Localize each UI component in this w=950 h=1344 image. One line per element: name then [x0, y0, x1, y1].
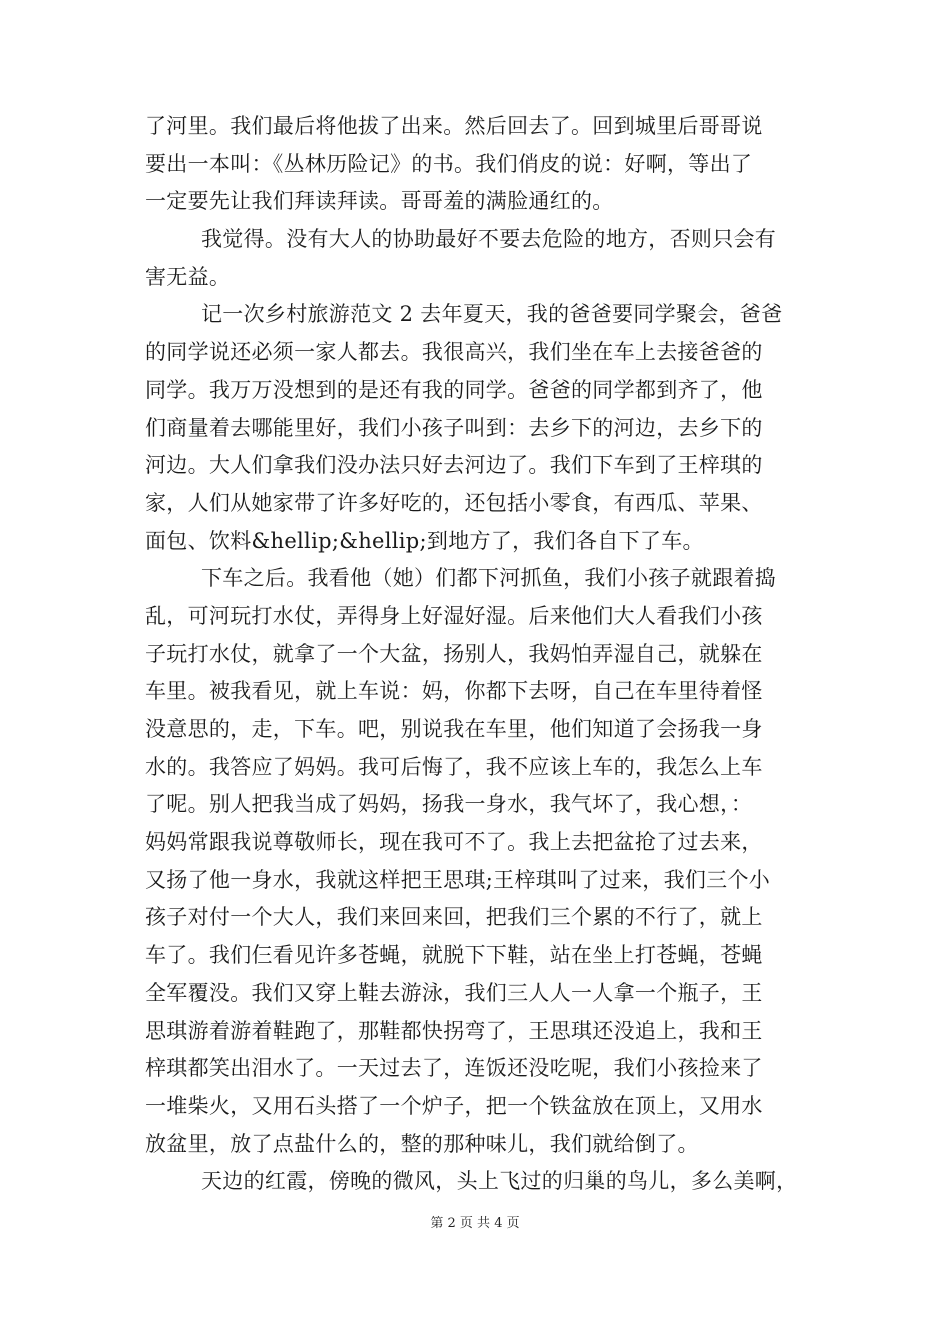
- page-number-footer: 第 2 页 共 4 页: [430, 1216, 520, 1231]
- text-line: 水的。我答应了妈妈。我可后悔了，我不应该上车的，我怎么上车: [145, 754, 763, 779]
- text-line: 我觉得。没有大人的协助最好不要去危险的地方，否则只会有: [201, 227, 777, 252]
- text-line: 乱，可河玩打水仗，弄得身上好湿好湿。后来他们大人看我们小孩: [145, 603, 763, 628]
- text-line: 妈妈常跟我说尊敬师长，现在我可不了。我上去把盆抢了过去来，: [145, 830, 763, 855]
- text-line: 车了。我们仨看见许多苍蝇，就脱下下鞋，站在坐上打苍蝇，苍蝇: [145, 943, 763, 968]
- text-line: 记一次乡村旅游范文 2 去年夏天，我的爸爸要同学聚会，爸爸: [201, 302, 783, 327]
- text-line: 了呢。别人把我当成了妈妈，扬我一身水，我气坏了，我心想，：: [145, 792, 753, 817]
- text-line: 家，人们从她家带了许多好吃的，还包括小零食，有西瓜、苹果、: [145, 490, 763, 515]
- text-line: 全军覆没。我们又穿上鞋去游泳，我们三人人一人拿一个瓶子，王: [145, 980, 763, 1005]
- text-line: 天边的红霞，傍晚的微风，头上飞过的归巢的鸟儿，多么美啊，: [201, 1169, 798, 1194]
- text-line: 面包、饮料&hellip;&hellip;到地方了，我们各自下了车。: [145, 528, 704, 553]
- text-line: 同学。我万万没想到的是还有我的同学。爸爸的同学都到齐了，他: [145, 377, 763, 402]
- text-line: 放盆里，放了点盐什么的，整的那种味儿，我们就给倒了。: [145, 1131, 699, 1156]
- text-line: 又扬了他一身水，我就这样把王思琪;王梓琪叫了过来，我们三个小: [145, 867, 771, 892]
- text-line: 了河里。我们最后将他拔了出来。然后回去了。回到城里后哥哥说: [145, 114, 763, 138]
- text-line: 一堆柴火，又用石头搭了一个炉子，把一个铁盆放在顶上，又用水: [145, 1093, 763, 1118]
- text-line: 害无益。: [145, 264, 231, 289]
- text-line: 车里。被我看见，就上车说：妈，你都下去呀，自己在车里待着怪: [145, 679, 763, 704]
- text-line: 下车之后。我看他（她）们都下河抓鱼，我们小孩子就跟着捣: [201, 566, 777, 591]
- text-line: 河边。大人们拿我们没办法只好去河边了。我们下车到了王梓琪的: [145, 453, 763, 478]
- text-line: 的同学说还必须一家人都去。我很高兴，我们坐在车上去接爸爸的: [145, 340, 763, 365]
- text-line: 没意思的，走，下车。吧，别说我在车里，他们知道了会扬我一身: [145, 717, 763, 741]
- body-text: [145, 108, 825, 1201]
- text-line: 要出一本叫：《丛林历险记》的书。我们俏皮的说：好啊，等出了: [145, 151, 753, 176]
- text-line: 梓琪都笑出泪水了。一天过去了，连饭还没吃呢，我们小孩捡来了: [145, 1056, 763, 1081]
- text-line: 孩子对付一个大人，我们来回来回，把我们三个累的不行了，就上: [145, 905, 763, 930]
- text-line: 思琪游着游着鞋跑了，那鞋都快拐弯了，王思琪还没追上，我和王: [145, 1018, 763, 1043]
- text-line: 子玩打水仗，就拿了一个大盆，扬别人，我妈怕弄湿自己，就躲在: [145, 641, 763, 666]
- text-line: 一定要先让我们拜读拜读。哥哥羞的满脸通红的。: [145, 189, 614, 214]
- text-line: 们商量着去哪能里好，我们小孩子叫到：去乡下的河边，去乡下的: [145, 415, 763, 440]
